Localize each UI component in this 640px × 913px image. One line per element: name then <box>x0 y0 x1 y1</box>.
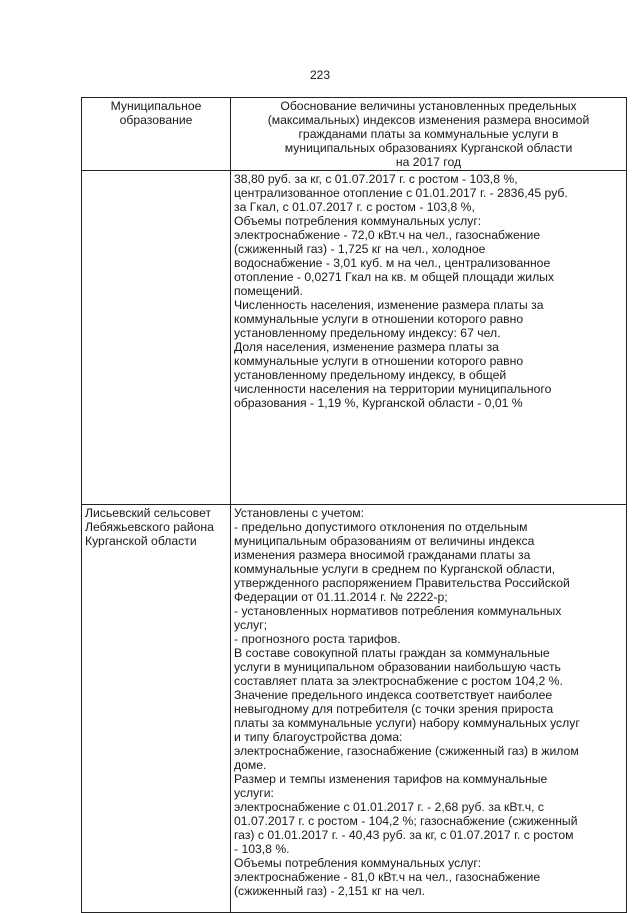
text-line: Объемы потребления коммунальных услуг: <box>234 856 482 870</box>
text-line: услуги: <box>234 786 274 800</box>
text-line: изменения размера вносимой гражданами платы за <box>234 548 531 562</box>
text-line: коммунальные услуги в отношении которого равно <box>234 312 524 326</box>
text-line: 01.07.2017 г. с ростом - 104,2 %; газоснабжение (сжиженный <box>234 814 578 828</box>
text-line: (сжиженный газ) - 1,725 кг на чел., холодное <box>234 242 486 256</box>
table-header-row <box>82 98 627 171</box>
text-line: составляет плата за электроснабжение с ростом 104,2 %. <box>234 674 563 688</box>
text-line: электроснабжение - 81,0 кВт.ч на чел., газоснабжение <box>234 870 541 884</box>
utility-index-table <box>81 97 627 913</box>
text-line: услуг; <box>234 618 268 632</box>
text-line: помещений. <box>234 284 303 298</box>
text-line: муниципальным образованиям от величины индекса <box>234 534 535 548</box>
header-justification <box>231 98 627 171</box>
text-line: доме. <box>234 758 267 772</box>
text-line: Объемы потребления коммунальных услуг: <box>234 214 482 228</box>
text-line: (сжиженный газ) - 2,151 кг на чел. <box>234 884 426 898</box>
text-line: коммунальные услуги в отношении которого равно <box>234 354 524 368</box>
header-line: Муниципальное <box>110 99 202 113</box>
justification-cell <box>231 505 627 913</box>
header-line: муниципальных образованиях Курганской области <box>284 141 573 155</box>
text-line: образования - 1,19 %, Курганской области - 0,01 % <box>234 396 523 410</box>
text-line: платы за коммунальные услуги) набору коммунальных услуг <box>234 716 580 730</box>
text-line: электроснабжение, газоснабжение (сжиженный газ) в жилом <box>234 744 579 758</box>
header-line: (максимальных) индексов изменения размера вносимой <box>267 113 590 127</box>
text-line: централизованное отопление с 01.01.2017 г. - 2836,45 руб. <box>234 186 568 200</box>
text-line: водоснабжение - 3,01 куб. м на чел., централизованное <box>234 256 551 270</box>
text-line: 38,80 руб. за кг, с 01.07.2017 г. с ростом - 103,8 %, <box>234 172 518 186</box>
text-line: утвержденного распоряжением Правительства Российской <box>234 576 570 590</box>
municipality-name-line: Лебяжьевского района <box>85 520 214 534</box>
header-municipality <box>82 98 231 171</box>
text-line: Размер и темпы изменения тарифов на коммунальные <box>234 772 548 786</box>
text-line: отопление - 0,0271 Гкал на кв. м общей площади жилых <box>234 270 555 284</box>
text-line: невыгодному для потребителя (с точки зрения прироста <box>234 702 554 716</box>
page-number: 223 <box>309 68 331 82</box>
table-row <box>82 171 627 505</box>
text-line: установленному предельному индексу: 67 чел. <box>234 326 501 340</box>
text-line: численности населения на территории муниципального <box>234 382 552 396</box>
text-line: - прогнозного роста тарифов. <box>234 632 401 646</box>
text-line: Численность населения, изменение размера платы за <box>234 298 544 312</box>
text-line: электроснабжение с 01.01.2017 г. - 2,68 руб. за кВт.ч, с <box>234 800 544 814</box>
text-line: коммунальные услуги в среднем по Курганской области, <box>234 562 556 576</box>
text-line: и типу благоустройства дома: <box>234 730 403 744</box>
text-line: - предельно допустимого отклонения по отдельным <box>234 520 528 534</box>
municipality-name-line: Лисьевский сельсовет <box>85 506 212 520</box>
municipality-cell-empty <box>82 171 231 505</box>
text-line: - 103,8 %. <box>234 842 290 856</box>
text-line: Установлены с учетом: <box>234 506 364 520</box>
text-line: - установленных нормативов потребления коммунальных <box>234 604 562 618</box>
text-line: Доля населения, изменение размера платы за <box>234 340 499 354</box>
text-line: установленному предельному индексу, в общей <box>234 368 507 382</box>
text-line: Значение предельного индекса соответствует наиболее <box>234 688 553 702</box>
header-line: гражданами платы за коммунальные услуги в <box>298 127 559 141</box>
municipality-name-line: Курганской области <box>85 534 197 548</box>
text-line: за Гкал, с 01.07.2017 г. с ростом - 103,8 %, <box>234 200 475 214</box>
text-line: газ) с 01.01.2017 г. - 40,43 руб. за кг, с 01.07.2017 г. с ростом <box>234 828 574 842</box>
table-row <box>82 505 627 913</box>
text-line: В составе совокупной платы граждан за коммунальные <box>234 646 550 660</box>
header-line: Обоснование величины установленных предельных <box>280 99 577 113</box>
municipality-name-cell <box>82 505 231 913</box>
header-line: образование <box>119 113 193 127</box>
text-line: услуги в муниципальном образовании наибольшую часть <box>234 660 561 674</box>
header-line: на 2017 год <box>395 155 462 169</box>
continuation-cell <box>231 171 627 505</box>
text-line: электроснабжение - 72,0 кВт.ч на чел., газоснабжение <box>234 228 541 242</box>
text-line: Федерации от 01.11.2014 г. № 2222-р; <box>234 590 448 604</box>
